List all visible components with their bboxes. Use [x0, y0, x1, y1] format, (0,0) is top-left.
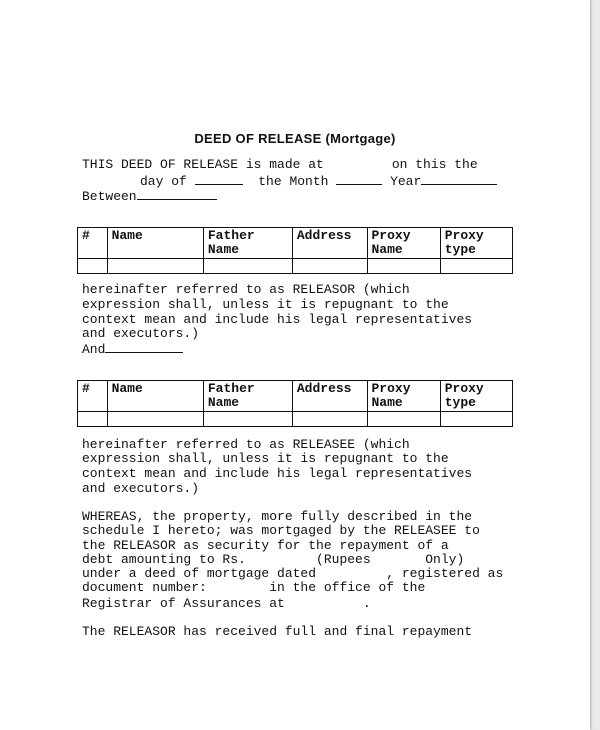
and-blank [105, 341, 183, 353]
day-blank [195, 173, 243, 185]
releasee-line-2: expression shall, unless it is repugnant to the [82, 451, 449, 466]
table-cell[interactable] [107, 259, 203, 274]
whereas-line-4: debt amounting to Rs. (Rupees Only) [82, 552, 465, 567]
table-header-row [78, 228, 513, 259]
releasor-line-3: context mean and include his legal representatives [82, 312, 473, 327]
table-cell[interactable] [292, 259, 367, 274]
intro-made-at: THIS DEED OF RELEASE is made at [82, 157, 324, 172]
table-row [78, 259, 513, 274]
intro-year: Year [390, 174, 422, 189]
releasor-line-4: and executors.) [82, 326, 200, 341]
releasee-table [77, 380, 513, 427]
col-proxy-type-header: Proxy type [440, 381, 512, 412]
col-father-name-header: Father Name [203, 381, 292, 412]
between-blank [137, 188, 217, 200]
releasee-line-4: and executors.) [82, 481, 200, 496]
col-proxy-name-header: Proxy Name [367, 381, 440, 412]
table-cell[interactable] [292, 412, 367, 427]
releasor-table [77, 227, 513, 274]
and-line [82, 341, 183, 358]
col-father-name-header: Father Name [203, 228, 292, 259]
table-cell[interactable] [440, 412, 512, 427]
col-proxy-name-header: Proxy Name [367, 228, 440, 259]
table-row [78, 412, 513, 427]
table-cell[interactable] [367, 259, 440, 274]
col-number-header: # [78, 228, 108, 259]
month-blank [336, 173, 382, 185]
whereas-line-3: the RELEASOR as security for the repayment of a [82, 538, 449, 553]
table-cell[interactable] [203, 259, 292, 274]
table-cell[interactable] [107, 412, 203, 427]
and-label: And [82, 342, 106, 357]
intro-between: Between [82, 189, 137, 204]
releasor-line-2: expression shall, unless it is repugnant to the [82, 297, 449, 312]
releasee-line-1: hereinafter referred to as RELEASEE (which [82, 437, 410, 452]
table-cell[interactable] [78, 259, 108, 274]
col-name-header: Name [107, 228, 203, 259]
col-name-header: Name [107, 381, 203, 412]
col-address-header: Address [292, 228, 367, 259]
table-cell[interactable] [440, 259, 512, 274]
releasor-line-1: hereinafter referred to as RELEASOR (which [82, 282, 410, 297]
final-line: The RELEASOR has received full and final repayment [82, 624, 473, 639]
releasee-line-3: context mean and include his legal representatives [82, 466, 473, 481]
whereas-line-7: Registrar of Assurances at . [82, 596, 371, 611]
table-cell[interactable] [203, 412, 292, 427]
whereas-line-2: schedule I hereto; was mortgaged by the RELEASEE to [82, 523, 480, 538]
table-cell[interactable] [78, 412, 108, 427]
table-cell[interactable] [367, 412, 440, 427]
whereas-line-1: WHEREAS, the property, more fully described in the [82, 509, 473, 524]
intro-day-of: day of [140, 174, 187, 189]
col-address-header: Address [292, 381, 367, 412]
intro-the-month: the Month [258, 174, 329, 189]
intro-on-this-the: on this the [391, 157, 478, 172]
whereas-line-6: document number: in the office of the [82, 580, 426, 595]
document-title: DEED OF RELEASE (Mortgage) [194, 131, 396, 146]
year-blank [421, 173, 497, 185]
whereas-line-5: under a deed of mortgage dated , registered as [82, 566, 504, 581]
col-proxy-type-header: Proxy type [440, 228, 512, 259]
intro-line-1 [82, 158, 478, 173]
col-number-header: # [78, 381, 108, 412]
table-header-row [78, 381, 513, 412]
intro-line-3 [82, 188, 217, 205]
